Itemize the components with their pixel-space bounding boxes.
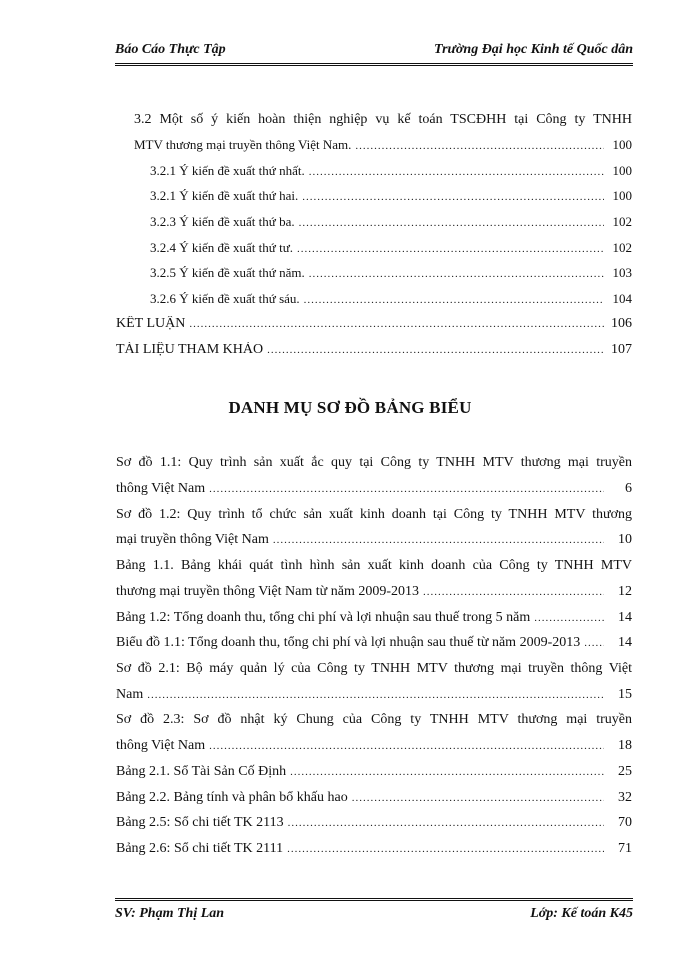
leader-dots [302,191,604,203]
figure-entry[interactable] [116,584,632,606]
figure-entry-text: Bảng 2.1. Sổ Tài Sản Cố Định [116,764,287,779]
leader-dots [534,612,604,624]
toc-subitem-text: 3.2.3 Ý kiến đề xuất thứ ba. [150,214,295,229]
leader-dots [584,637,604,649]
figure-entry-text: Bảng 1.2: Tổng doanh thu, tổng chi phí và lợi nhuận sau thuế trong 5 năm [116,610,531,625]
toc-conclusion[interactable] [116,316,632,338]
page-header [115,38,633,62]
figure-entry[interactable] [116,532,632,554]
figure-entry-text: Biểu đồ 1.1: Tổng doanh thu, tổng chi phí và lợi nhuận sau thuế từ năm 2009-2013 [116,635,581,650]
figure-page-number: 6 [625,481,632,496]
figure-entry-line1: Sơ đồ 1.2: Quy trình tổ chức sản xuất kinh doanh tại Công ty TNHH MTV thương [116,507,632,522]
toc-page-number: 102 [612,214,632,229]
leader-dots [273,534,604,546]
figure-entry-line1: Sơ đồ 1.1: Quy trình sản xuất ắc quy tại Công ty TNHH MTV thương mại truyền [116,455,632,470]
header-rule [115,63,633,66]
toc-subitem[interactable] [150,291,632,313]
leader-dots [423,586,604,598]
toc-item-3-2-line1: 3.2 Một số ý kiến hoàn thiện nghiệp vụ kế toán TSCĐHH tại Công ty TNHH [134,112,632,127]
leader-dots [288,817,604,829]
toc-subitem-text: 3.2.4 Ý kiến đề xuất thứ tư. [150,240,293,255]
footer-rule [115,898,633,901]
figure-entry[interactable] [116,738,632,760]
figure-entry-text: Bảng 2.5: Sổ chi tiết TK 2113 [116,815,284,830]
toc-item-3-2[interactable] [134,137,632,159]
list-of-figures-title: DANH MỤ SƠ ĐỒ BẢNG BIỂU [228,398,472,417]
footer-left: SV: Phạm Thị Lan [115,906,225,921]
figure-entry[interactable] [116,635,632,657]
figure-page-number: 71 [618,841,632,856]
figure-entry-line1: Bảng 1.1. Bảng khái quát tình hình sản xuất kinh doanh của Công ty TNHH MTV [116,558,632,573]
figure-page-number: 14 [618,610,632,625]
toc-page-number: 100 [612,163,632,178]
figure-entry[interactable] [116,610,632,632]
toc-page-number: 106 [611,316,632,331]
toc-subitem[interactable] [150,240,632,262]
leader-dots [267,344,604,356]
leader-dots [209,483,604,495]
figure-entry-line2: thông Việt Nam [116,481,206,496]
figure-page-number: 25 [618,764,632,779]
toc-conclusion-text: KẾT LUẬN [116,316,186,331]
toc-page-number: 102 [612,240,632,255]
toc-subitem[interactable] [150,188,632,210]
leader-dots [297,243,604,255]
figure-entry[interactable] [116,790,632,812]
leader-dots [209,740,604,752]
figure-entry-line2: mại truyền thông Việt Nam [116,532,269,547]
toc-subitem-text: 3.2.6 Ý kiến đề xuất thứ sáu. [150,291,300,306]
toc-subitem-text: 3.2.5 Ý kiến đề xuất thứ năm. [150,265,305,280]
toc-subitem[interactable] [150,163,632,185]
toc-subitem-text: 3.2.1 Ý kiến đề xuất thứ nhất. [150,163,305,178]
figure-page-number: 12 [618,584,632,599]
figure-page-number: 15 [618,687,632,702]
leader-dots [147,689,604,701]
toc-subitem[interactable] [150,265,632,287]
leader-dots [299,217,604,229]
figure-entry[interactable] [116,815,632,837]
toc-subitem[interactable] [150,214,632,236]
figure-entry[interactable] [116,764,632,786]
toc-references-text: TÀI LIỆU THAM KHẢO [116,342,264,357]
figure-page-number: 10 [618,532,632,547]
figure-page-number: 70 [618,815,632,830]
toc-page-number: 100 [612,137,632,152]
leader-dots [189,318,604,330]
leader-dots [309,268,604,280]
toc-page-number: 107 [611,342,632,357]
figure-entry-line1: Sơ đồ 2.1: Bộ máy quản lý của Công ty TNHH MTV thương mại truyền thông Việt [116,661,632,676]
toc-page-number: 103 [612,265,632,280]
figure-page-number: 14 [618,635,632,650]
figure-entry[interactable] [116,841,632,863]
figure-entry-text: Bảng 2.2. Bảng tính và phân bổ khấu hao [116,790,348,805]
toc-references[interactable] [116,342,632,364]
toc-subitem-text: 3.2.1 Ý kiến đề xuất thứ hai. [150,188,299,203]
footer-right: Lớp: Kế toán K45 [530,906,633,921]
header-left: Báo Cáo Thực Tập [115,42,226,57]
toc-page-number: 100 [612,188,632,203]
page-footer [115,903,633,927]
leader-dots [287,843,604,855]
figure-entry[interactable] [116,481,632,503]
toc-item-3-2-line2: MTV thương mại truyền thông Việt Nam. [134,137,352,152]
leader-dots [355,140,604,152]
figure-entry-line2: Nam [116,687,144,702]
figure-entry-line2: thông Việt Nam [116,738,206,753]
figure-page-number: 18 [618,738,632,753]
figure-page-number: 32 [618,790,632,805]
leader-dots [352,792,604,804]
figure-entry-line1: Sơ đồ 2.3: Sơ đồ nhật ký Chung của Công ty TNHH MTV thương mại truyền [116,712,632,727]
header-right: Trường Đại học Kinh tế Quốc dân [434,42,633,57]
leader-dots [309,166,604,178]
leader-dots [290,766,604,778]
figure-entry[interactable] [116,687,632,709]
figure-entry-text: Bảng 2.6: Sổ chi tiết TK 2111 [116,841,284,856]
leader-dots [304,294,604,306]
figure-entry-line2: thương mại truyền thông Việt Nam từ năm 2009-2013 [116,584,419,599]
toc-page-number: 104 [612,291,632,306]
